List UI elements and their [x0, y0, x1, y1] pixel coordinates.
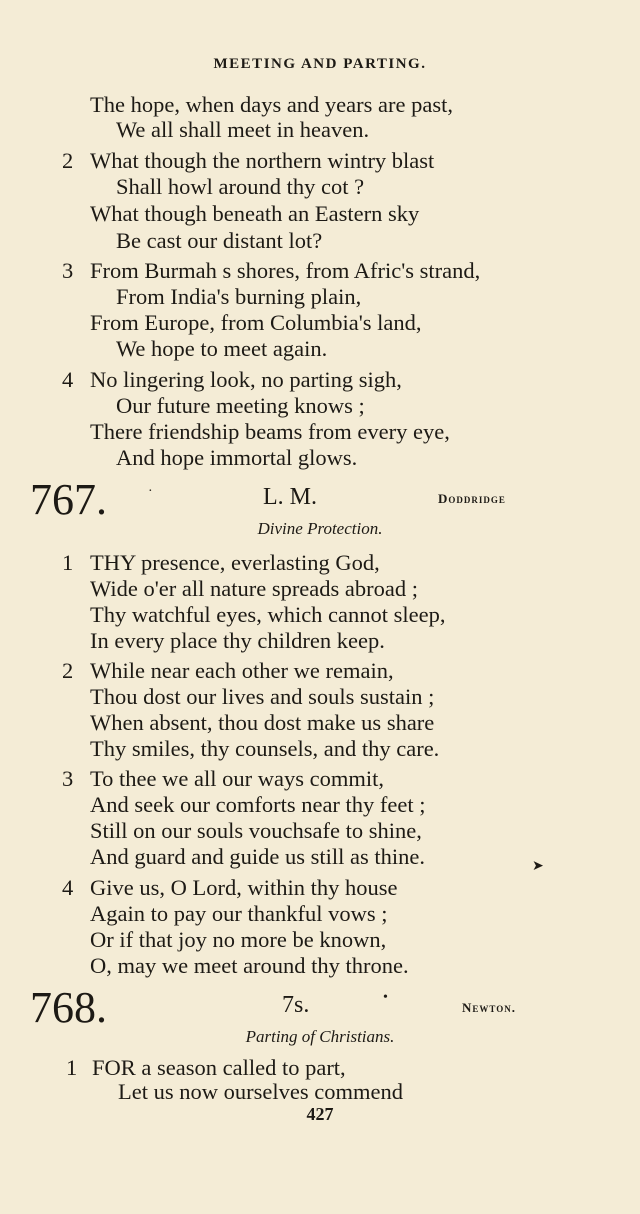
verse-line: And guard and guide us still as thine. — [90, 844, 425, 869]
running-head: MEETING AND PARTING. — [213, 56, 427, 72]
verse-line: There friendship beams from every eye, — [90, 419, 450, 444]
continuation-line-1: The hope, when days and years are past, — [90, 92, 453, 117]
verse-line: O, may we meet around thy throne. — [90, 953, 409, 978]
verse-line: In every place thy children keep. — [90, 628, 385, 653]
print-speck: • — [383, 990, 388, 1005]
page-number: 427 — [306, 1104, 334, 1124]
verse-line: And seek our comforts near thy feet ; — [90, 792, 426, 817]
stanza-number: 3 — [62, 258, 74, 283]
hymn-title: Divine Protection. — [257, 519, 383, 538]
verse-line: No lingering look, no parting sigh, — [90, 367, 402, 392]
stanza-number: 4 — [62, 367, 74, 392]
verse-line: While near each other we remain, — [90, 658, 394, 683]
hymn-title: Parting of Christians. — [245, 1027, 395, 1046]
verse-line: Be cast our distant lot? — [116, 228, 323, 253]
stanza-number: 3 — [62, 766, 74, 791]
verse-line: From Burmah s shores, from Afric's strand, — [90, 258, 481, 283]
hymn-meter: L. M. — [263, 484, 317, 510]
verse-line: From Europe, from Columbia's land, — [90, 310, 422, 335]
verse-line: Or if that joy no more be known, — [90, 927, 387, 952]
verse-line: From India's burning plain, — [116, 284, 362, 309]
hymn-meter: 7s. — [282, 992, 310, 1018]
hymn-number: 768. — [30, 983, 107, 1032]
verse-line: Thou dost our lives and souls sustain ; — [90, 684, 435, 709]
verse-line: FOR a season called to part, — [92, 1055, 346, 1080]
verse-line: Wide o'er all nature spreads abroad ; — [90, 576, 419, 601]
stanza-number: 2 — [62, 148, 74, 173]
verse-line: And hope immortal glows. — [116, 445, 358, 470]
verse-line: Give us, O Lord, within thy house — [90, 875, 398, 900]
verse-line: Let us now ourselves commend — [118, 1079, 403, 1104]
hymn-composer: Newton. — [462, 1000, 516, 1015]
continuation-line-2: We all shall meet in heaven. — [116, 117, 370, 142]
verse-line: To thee we all our ways commit, — [90, 766, 384, 791]
hymn-number: 767. — [30, 475, 107, 524]
print-speck: · — [148, 484, 153, 499]
verse-line: What though beneath an Eastern sky — [90, 201, 420, 226]
verse-line: What though the northern wintry blast — [90, 148, 435, 173]
verse-line: THY presence, everlasting God, — [90, 550, 380, 575]
stanza-number: 1 — [66, 1055, 78, 1080]
verse-line: Again to pay our thankful vows ; — [90, 901, 388, 926]
verse-line: Still on our souls vouchsafe to shine, — [90, 818, 422, 843]
verse-line: When absent, thou dost make us share — [90, 710, 435, 735]
print-speck: ➤ — [532, 859, 544, 874]
verse-line: Our future meeting knows ; — [116, 393, 365, 418]
stanza-number: 1 — [62, 550, 74, 575]
stanza-number: 4 — [62, 875, 74, 900]
verse-line: Thy smiles, thy counsels, and thy care. — [90, 736, 440, 761]
verse-line: We hope to meet again. — [116, 336, 328, 361]
hymn-composer: Doddridge — [438, 491, 506, 506]
stanza-number: 2 — [62, 658, 74, 683]
verse-line: Shall howl around thy cot ? — [116, 174, 365, 199]
verse-line: Thy watchful eyes, which cannot sleep, — [90, 602, 446, 627]
